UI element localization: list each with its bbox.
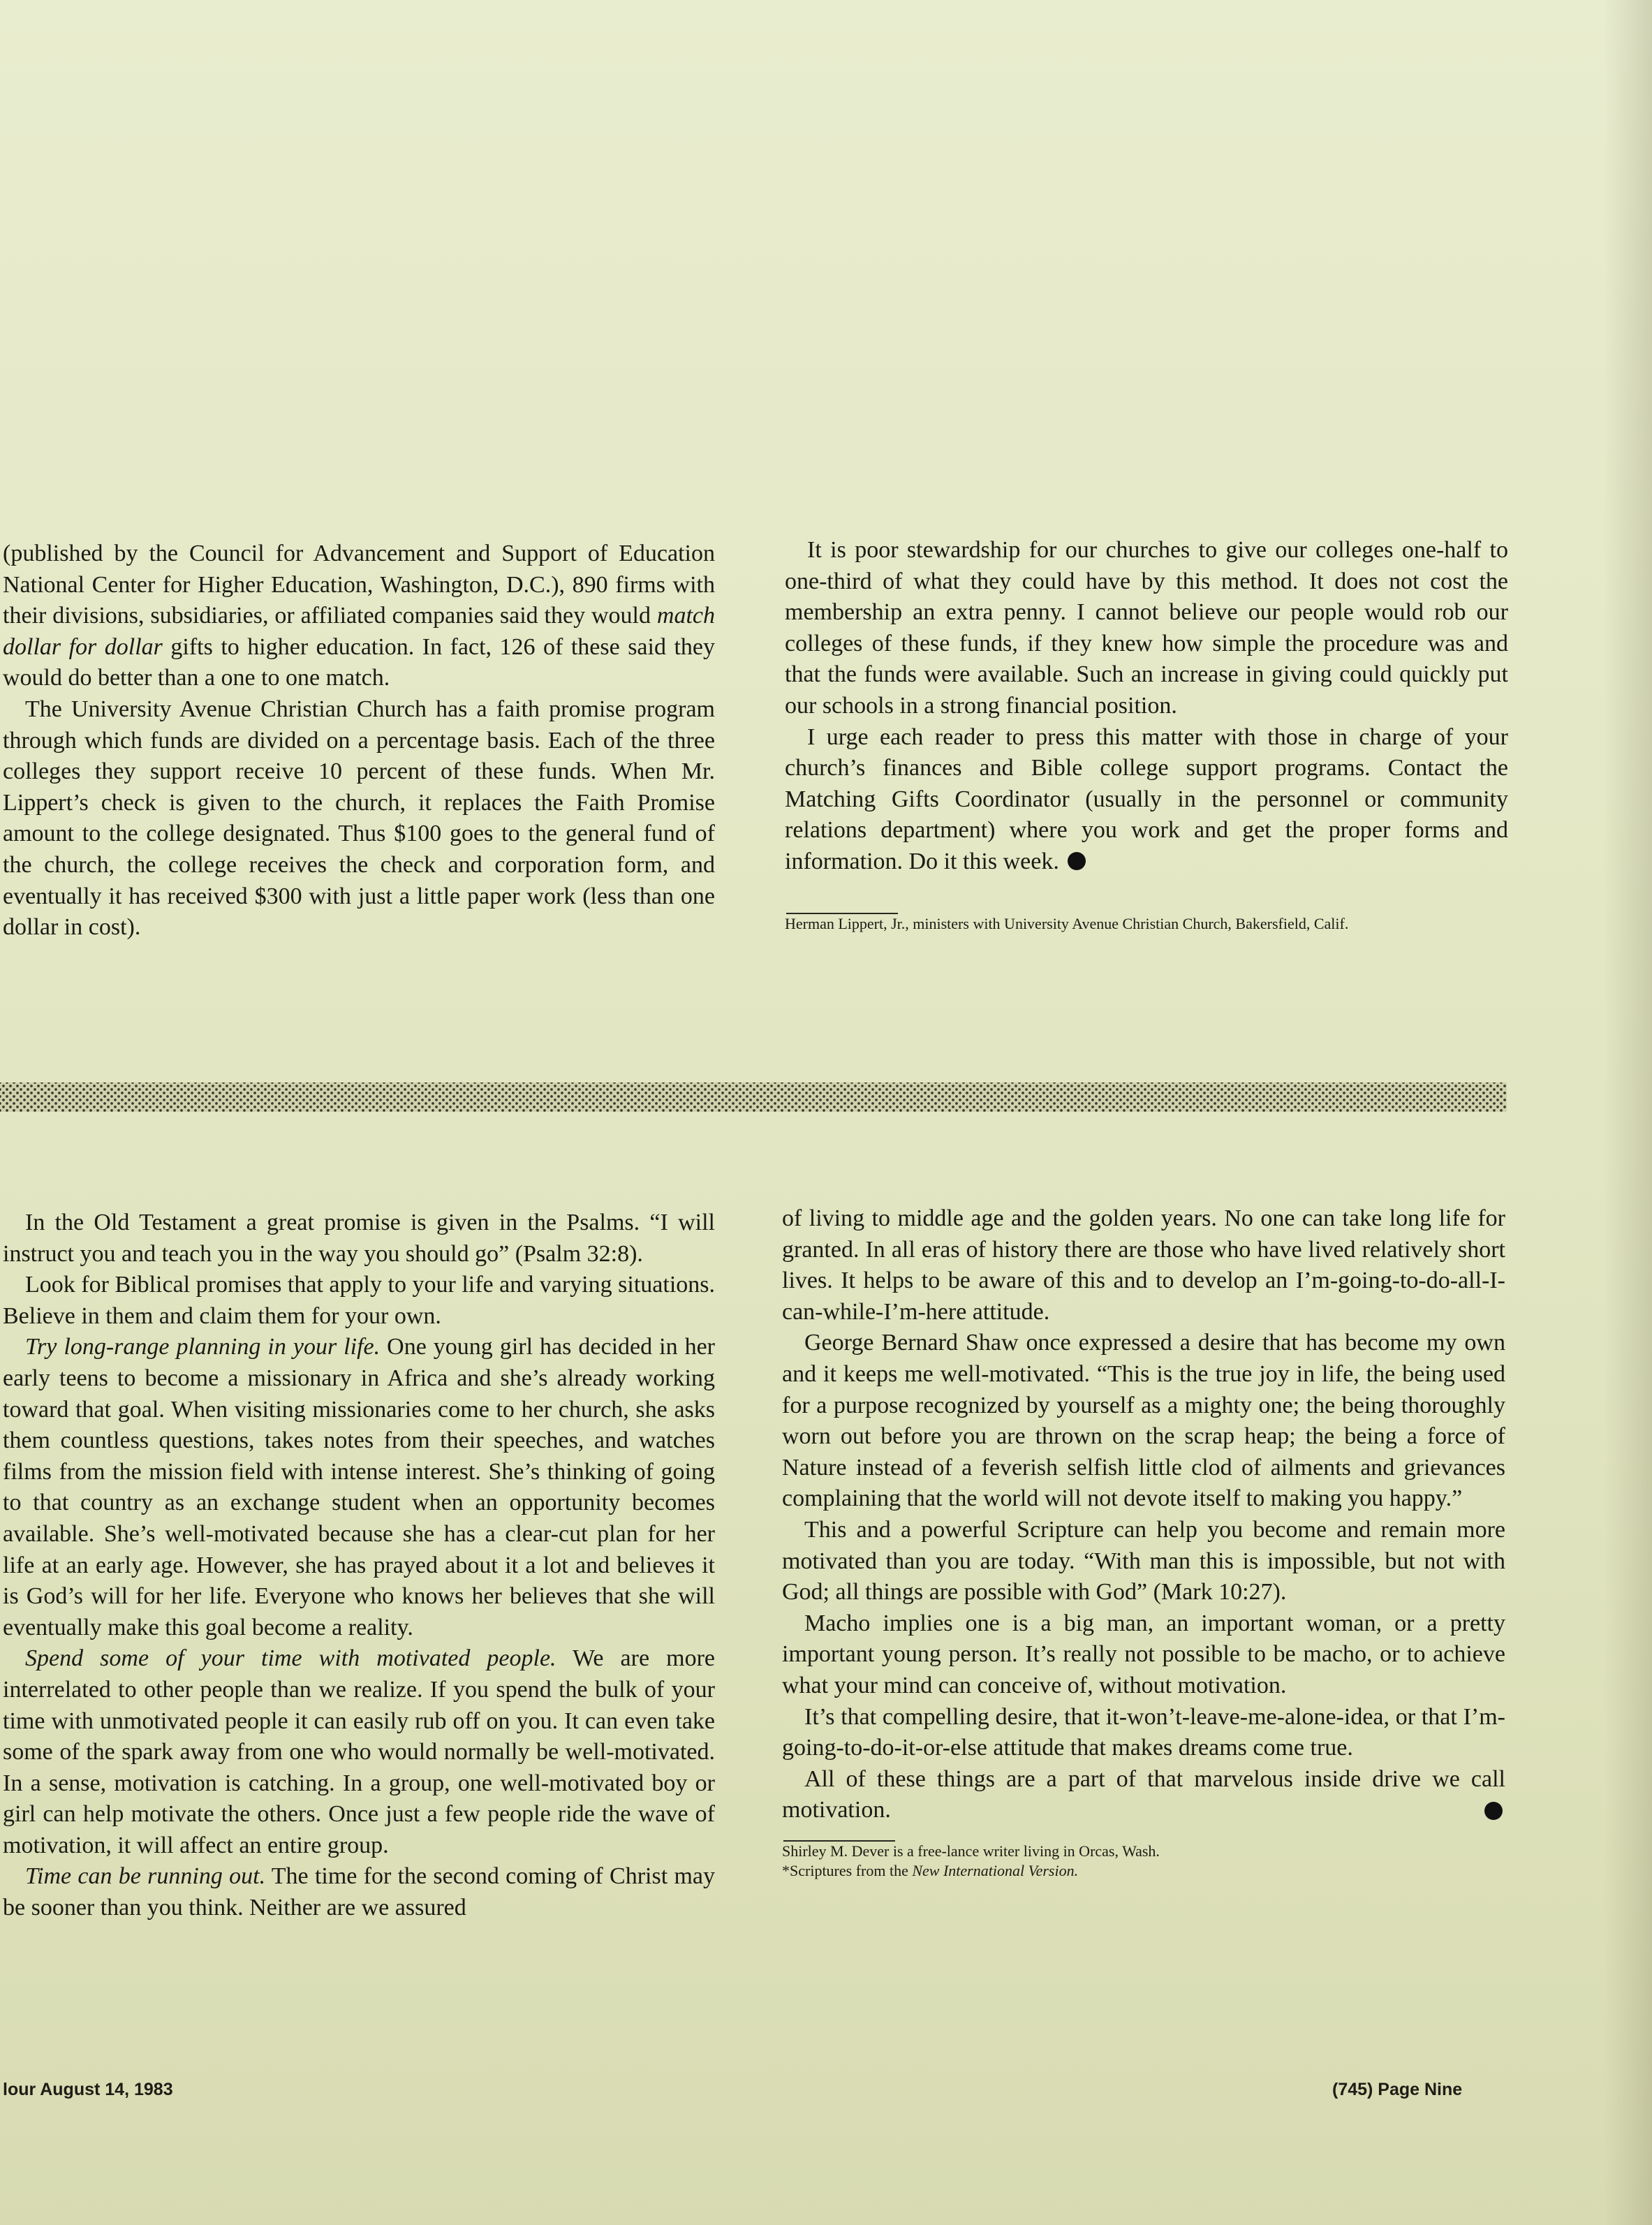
italic-phrase: New International Version.: [912, 1861, 1079, 1879]
text-run: The time for the second coming of Christ may be sooner than you think. Neither are we assured: [3, 1863, 715, 1921]
paragraph: [3, 1332, 715, 1643]
text-run: The University Avenue Christian Church has a faith promise program through which funds are divided on a percentage basis. Each of the three colleges they support receive 10 percent of these funds. When Mr. Lippert’s check is given to the church, it replaces the Faith Promise amount to the college designated. Thus $100 goes to the general fund of the church, the college receives the check and corporation form, and eventually it has received $300 with just a little paper work (less than one dollar in cost).: [3, 696, 715, 941]
paragraph: [3, 538, 715, 694]
halftone-separator-bar: [0, 1082, 1507, 1112]
paragraph: [3, 694, 715, 943]
article-top-left-column: [3, 538, 715, 943]
paragraph: In the Old Testament a great promise is given in the Psalms. “I will instruct you and teach you in the way you should go” (Psalm 32:8).: [3, 1210, 715, 1267]
paragraph: George Bernard Shaw once expressed a desire that has become my own and it keeps me well-motivated. “This is the true joy in life, the being used for a purpose recognized by yourself as a mighty one; the being thoroughly worn out before you are thrown on the scrap heap; the being a force of Nature instead of a feverish selfish little clod of ailments and grievances complaining that the world will not devote itself to making you happy.”: [782, 1330, 1505, 1512]
paragraph: This and a powerful Scripture can help you become and remain more motivated than you are today. “With man this is impossible, but not with God; all things are possible with God” (Mark 10:27).: [782, 1516, 1505, 1606]
paragraph: [3, 1643, 715, 1861]
article-bottom-right-column: [782, 1203, 1505, 1881]
end-mark-bullet-icon: [1484, 1802, 1503, 1820]
paragraph: It’s that compelling desire, that it-won’t-leave-me-alone-idea, or that I’m-going-to-do-it-or-else attitude that makes dreams come true.: [782, 1703, 1505, 1761]
paragraph: [3, 1861, 715, 1923]
text-run: gifts to higher education. In fact, 126 of these said they would do better than a one to one match.: [3, 633, 715, 691]
paragraph-closing: [785, 722, 1508, 878]
text-run: We are more interrelated to other people than we realize. If you spend the bulk of your time with unmotivated people it can easily rub off on you. It can even take some of the spark away from one who would normally be well-motivated. In a sense, motivation is catching. In a group, one well-motivated boy or girl can help motivate the others. Once just a few people ride the wave of motivation, it will affect an entire group.: [3, 1645, 715, 1858]
page-edge-shadow: [1603, 0, 1652, 2225]
paragraph: of living to middle age and the golden years. No one can take long life for granted. In all eras of history there are those who have lived relatively short lives. It helps to be aware of this and to develop an I’m-going-to-do-all-I-can-while-I’m-here attitude.: [782, 1205, 1505, 1325]
text-run: *Scriptures from the: [782, 1861, 913, 1879]
italic-lead: Time can be running out.: [25, 1863, 266, 1890]
text-run: (published by the Council for Advancement and Support of Education National Center for Higher Education, Washington, D.C.), 890 firms with their divisions, subsidiaries, or affiliated companies said they would: [3, 541, 715, 629]
italic-phrase: match dollar for dollar: [3, 603, 715, 660]
scripture-note: [782, 1861, 1505, 1881]
text-run: I urge each reader to press this matter with those in charge of your church’s finances and Bible college support programs. Contact the Matching Gifts Coordinator (usually in the personnel or community relations department) where you work and get the proper forms and information. Do it this week.: [785, 724, 1508, 874]
paragraph: It is poor stewardship for our churches to give our colleges one-half to one-third of what they could have by this method. It does not cost the membership an extra penny. I cannot believe our people would rob our colleges of these funds, if they knew how simple the procedure was and that the funds were available. Such an increase in giving could quickly put our schools in a strong financial position.: [785, 537, 1508, 719]
end-mark-bullet-icon: [1068, 852, 1086, 870]
faded-headline: [209, 187, 1536, 284]
italic-lead: Try long-range planning in your life.: [25, 1334, 381, 1360]
paragraph: Macho implies one is a big man, an important woman, or a pretty important young person. It’s really not possible to be macho, or to achieve what your mind can conceive of, without motivation.: [782, 1610, 1505, 1698]
footer-date: lour August 14, 1983: [3, 2080, 173, 2099]
text-run: One young girl has decided in her early teens to become a missionary in Africa and she’s already working toward that goal. When visiting missionaries come to her church, she asks them countless questions, takes notes from their speeches, and watches films from the mission field with intense interest. She’s thinking of going to that country as an exchange student when an opportunity becomes available. She’s well-motivated because she has a clear-cut plan for her life at an early age. However, she has prayed about it a lot and believes it is God’s will for her life. Everyone who knows her believes that she will eventually make this goal become a reality.: [3, 1334, 715, 1640]
paragraph-closing: [782, 1764, 1505, 1826]
article-top-right-column: [785, 535, 1508, 934]
footer-page-number: (745) Page Nine: [1332, 2080, 1463, 2099]
author-bio: Herman Lippert, Jr., ministers with University Avenue Christian Church, Bakersfield, Calif.: [785, 914, 1349, 932]
article-bottom-left-column: [3, 1207, 715, 1924]
italic-lead: Spend some of your time with motivated people.: [25, 1645, 556, 1672]
text-run: All of these things are a part of that marvelous inside drive we call motivation.: [782, 1765, 1505, 1823]
paragraph: Look for Biblical promises that apply to your life and varying situations. Believe in them and claim them for your own.: [3, 1272, 715, 1329]
author-bio: Shirley M. Dever is a free-lance writer living in Orcas, Wash.: [782, 1842, 1160, 1860]
